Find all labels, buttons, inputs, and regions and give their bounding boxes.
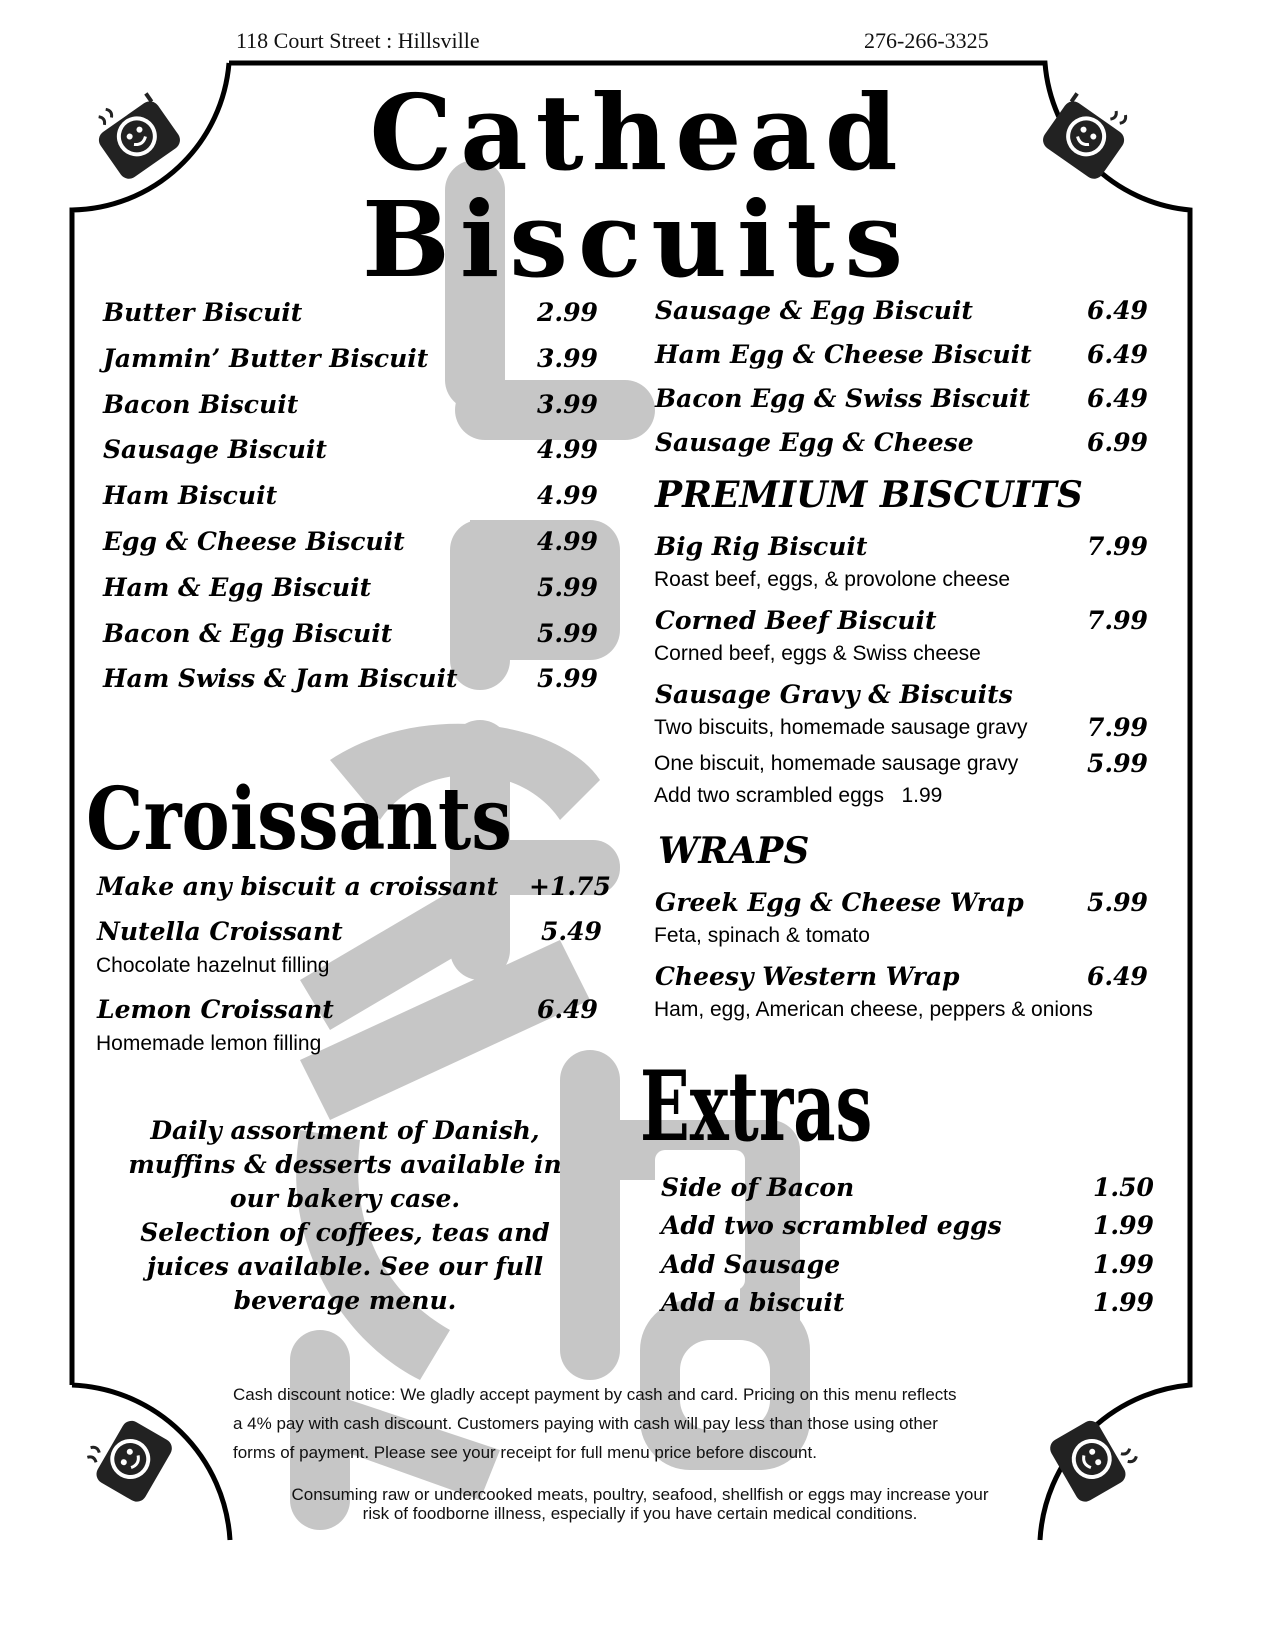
- item-name: Ham Swiss & Jam Biscuit: [103, 664, 458, 693]
- item-name: Egg & Cheese Biscuit: [103, 527, 405, 556]
- notice-line: a 4% pay with cash discount. Customers paying with cash will pay less than those using other: [233, 1414, 938, 1433]
- item-name: Ham Biscuit: [103, 481, 278, 510]
- item-name: Sausage Biscuit: [103, 435, 327, 464]
- item-name: Sausage Egg & Cheese: [655, 428, 974, 457]
- option-desc: Two biscuits, homemade sausage gravy: [654, 716, 1028, 739]
- item-price: 2.99: [537, 298, 598, 327]
- item-description: Ham, egg, American cheese, peppers & onions: [654, 998, 1093, 1021]
- item-price: 3.99: [537, 390, 598, 419]
- extras-heading: Extras: [640, 1050, 873, 1163]
- item-description: Chocolate hazelnut filling: [96, 954, 330, 977]
- item-name: Add Sausage: [661, 1250, 841, 1279]
- item-price: 7.99: [1087, 606, 1148, 635]
- item-price: 5.99: [537, 573, 598, 602]
- item-name: Add two scrambled eggs: [661, 1211, 1002, 1240]
- item-price: 6.49: [1087, 296, 1148, 325]
- item-name: Nutella Croissant: [97, 917, 343, 946]
- item-price: 6.99: [1087, 428, 1148, 457]
- item-name: Ham & Egg Biscuit: [103, 573, 372, 602]
- item-price: 6.49: [1087, 384, 1148, 413]
- item-name: Lemon Croissant: [97, 995, 334, 1024]
- item-name: Sausage & Egg Biscuit: [655, 296, 973, 325]
- item-price: 4.99: [537, 481, 598, 510]
- address: 118 Court Street : Hillsville: [236, 28, 480, 53]
- option-desc: One biscuit, homemade sausage gravy: [654, 752, 1019, 775]
- item-price: 4.99: [537, 435, 598, 464]
- food-safety-warning: [200, 1485, 1080, 1523]
- item-price: 5.99: [1087, 888, 1148, 917]
- option-price: 5.99: [1087, 749, 1148, 778]
- item-description: Roast beef, eggs, & provolone cheese: [654, 568, 1011, 591]
- gravy-addon: Add two scrambled eggs 1.99: [654, 784, 943, 807]
- item-price: 6.49: [1087, 340, 1148, 369]
- item-name: Side of Bacon: [661, 1173, 855, 1202]
- restaurant-name-line2: Biscuits: [362, 178, 913, 301]
- item-name: Make any biscuit a croissant: [97, 872, 499, 901]
- item-name: Sausage Gravy & Biscuits: [655, 680, 1013, 709]
- item-name: Ham Egg & Cheese Biscuit: [655, 340, 1032, 369]
- item-name: Bacon & Egg Biscuit: [103, 619, 393, 648]
- wraps-heading: WRAPS: [658, 830, 810, 872]
- croissants-heading: Croissants: [86, 769, 512, 870]
- item-description: Homemade lemon filling: [96, 1032, 322, 1055]
- item-name: Jammin’ Butter Biscuit: [103, 344, 429, 373]
- item-price: 3.99: [537, 344, 598, 373]
- item-price: 6.49: [537, 995, 598, 1024]
- item-price: 5.99: [537, 619, 598, 648]
- bakery-note: [95, 1114, 595, 1318]
- item-name: Add a biscuit: [661, 1288, 845, 1317]
- item-price: 5.99: [537, 664, 598, 693]
- item-price: 1.50: [1093, 1173, 1154, 1202]
- option-price: 7.99: [1087, 713, 1148, 742]
- item-name: Greek Egg & Cheese Wrap: [655, 888, 1024, 917]
- item-price: 6.49: [1087, 962, 1148, 991]
- warning-line: Consuming raw or undercooked meats, poultry, seafood, shellfish or eggs may increase your: [291, 1485, 989, 1504]
- item-name: Corned Beef Biscuit: [655, 606, 937, 635]
- item-name: Bacon Biscuit: [103, 390, 299, 419]
- item-price: 1.99: [1093, 1250, 1154, 1279]
- item-name: Big Rig Biscuit: [655, 532, 868, 561]
- notice-line: Cash discount notice: We gladly accept payment by cash and card. Pricing on this menu reflects: [233, 1385, 957, 1404]
- item-price: 4.99: [537, 527, 598, 556]
- notice-line: forms of payment. Please see your receipt for full menu price before discount.: [233, 1443, 817, 1462]
- item-price: 1.99: [1093, 1288, 1154, 1317]
- note-line: juices available. See our full: [146, 1252, 544, 1281]
- item-description: Corned beef, eggs & Swiss cheese: [654, 642, 981, 665]
- item-price: +1.75: [529, 872, 611, 901]
- premium-biscuits-heading: PREMIUM BISCUITS: [655, 474, 1083, 516]
- phone-number: 276-266-3325: [864, 28, 989, 53]
- note-line: Daily assortment of Danish,: [150, 1116, 540, 1145]
- warning-line: risk of foodborne illness, especially if you have certain medical conditions.: [362, 1504, 918, 1523]
- item-name: Cheesy Western Wrap: [655, 962, 960, 991]
- item-description: Feta, spinach & tomato: [654, 924, 870, 947]
- note-line: Selection of coffees, teas and: [140, 1218, 550, 1247]
- item-name: Butter Biscuit: [103, 298, 303, 327]
- note-line: our bakery case.: [229, 1184, 461, 1213]
- cash-discount-notice: [233, 1380, 1023, 1467]
- item-name: Bacon Egg & Swiss Biscuit: [655, 384, 1031, 413]
- item-price: 1.99: [1093, 1211, 1154, 1240]
- note-line: beverage menu.: [233, 1286, 457, 1315]
- restaurant-name-line1: Cathead: [369, 71, 906, 194]
- item-price: 5.49: [541, 917, 602, 946]
- item-price: 7.99: [1087, 532, 1148, 561]
- note-line: muffins & desserts available in: [128, 1150, 562, 1179]
- toaster-icon: [82, 1410, 182, 1510]
